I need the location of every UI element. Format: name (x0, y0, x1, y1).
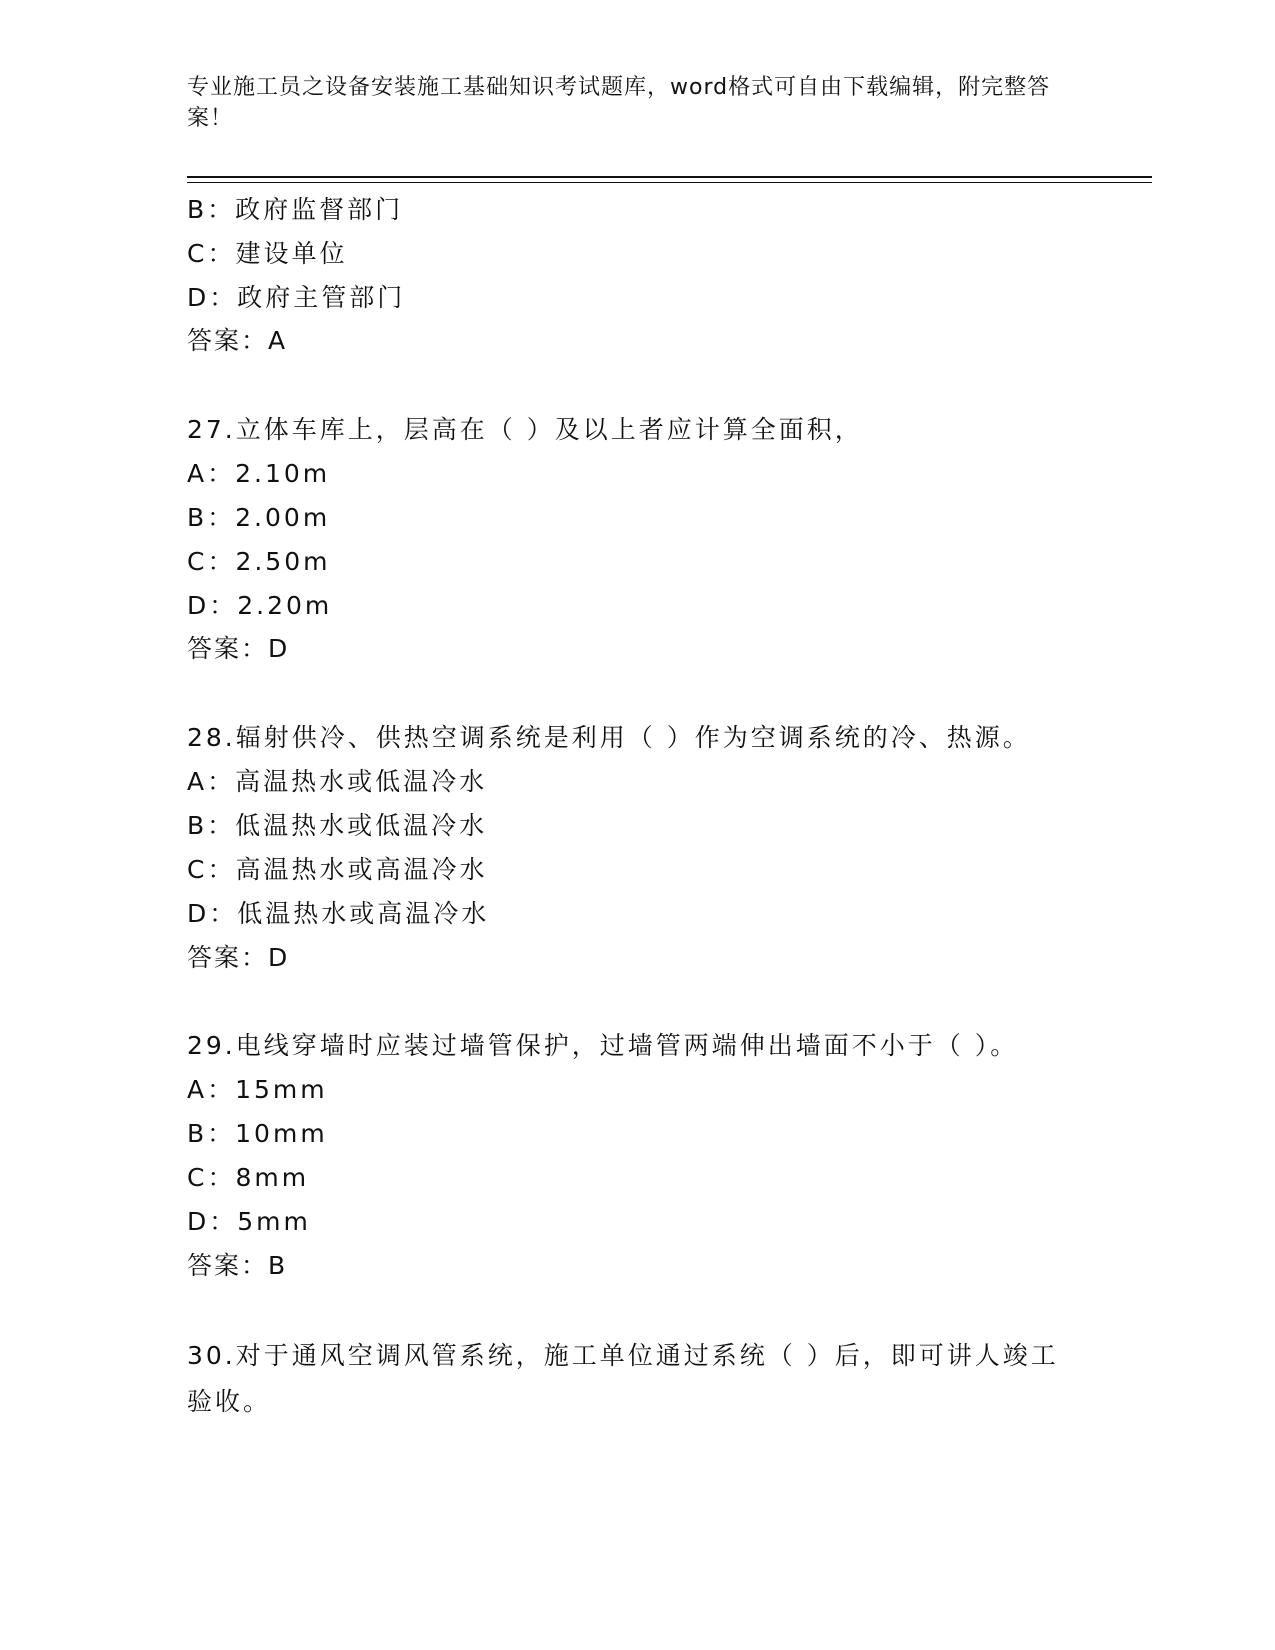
q27-answer: 答案：D (187, 634, 290, 663)
q30-question: 30.对于通风空调风管系统，施工单位通过系统（ ）后，即可讲人竣工验收。 (187, 1341, 1059, 1416)
q28-option-d: D：低温热水或高温冷水 (187, 899, 490, 928)
q26-option-d: D：政府主管部门 (187, 283, 406, 312)
q29-option-a: A：15mm (187, 1075, 328, 1104)
header-divider-thin (187, 182, 1152, 183)
q27-option-a: A：2.10m (187, 459, 331, 488)
q27-option-d: D：2.20m (187, 591, 333, 620)
header-divider-thick (187, 176, 1152, 178)
q28-option-a: A：高温热水或低温冷水 (187, 767, 488, 796)
q27-option-c: C：2.50m (187, 547, 331, 576)
q28-option-b: B：低温热水或低温冷水 (187, 811, 488, 840)
q28-question: 28.辐射供冷、供热空调系统是利用（ ）作为空调系统的冷、热源。 (187, 723, 1031, 752)
q28-answer: 答案：D (187, 943, 290, 972)
q29-option-b: B：10mm (187, 1119, 328, 1148)
q27-question: 27.立体车库上，层高在（ ）及以上者应计算全面积， (187, 415, 863, 444)
q27-option-b: B：2.00m (187, 503, 331, 532)
q29-option-c: C：8mm (187, 1163, 310, 1192)
q28-option-c: C：高温热水或高温冷水 (187, 855, 488, 884)
q26-option-c: C：建设单位 (187, 239, 348, 268)
document-header: 专业施工员之设备安装施工基础知识考试题库，word格式可自由下载编辑，附完整答案！ (187, 75, 1051, 131)
q29-option-d: D：5mm (187, 1207, 311, 1236)
q26-option-b: B：政府监督部门 (187, 195, 404, 224)
q26-answer: 答案：A (187, 326, 288, 355)
q29-question: 29.电线穿墙时应装过墙管保护，过墙管两端伸出墙面不小于（ ）。 (187, 1031, 1019, 1060)
q29-answer: 答案：B (187, 1251, 288, 1280)
